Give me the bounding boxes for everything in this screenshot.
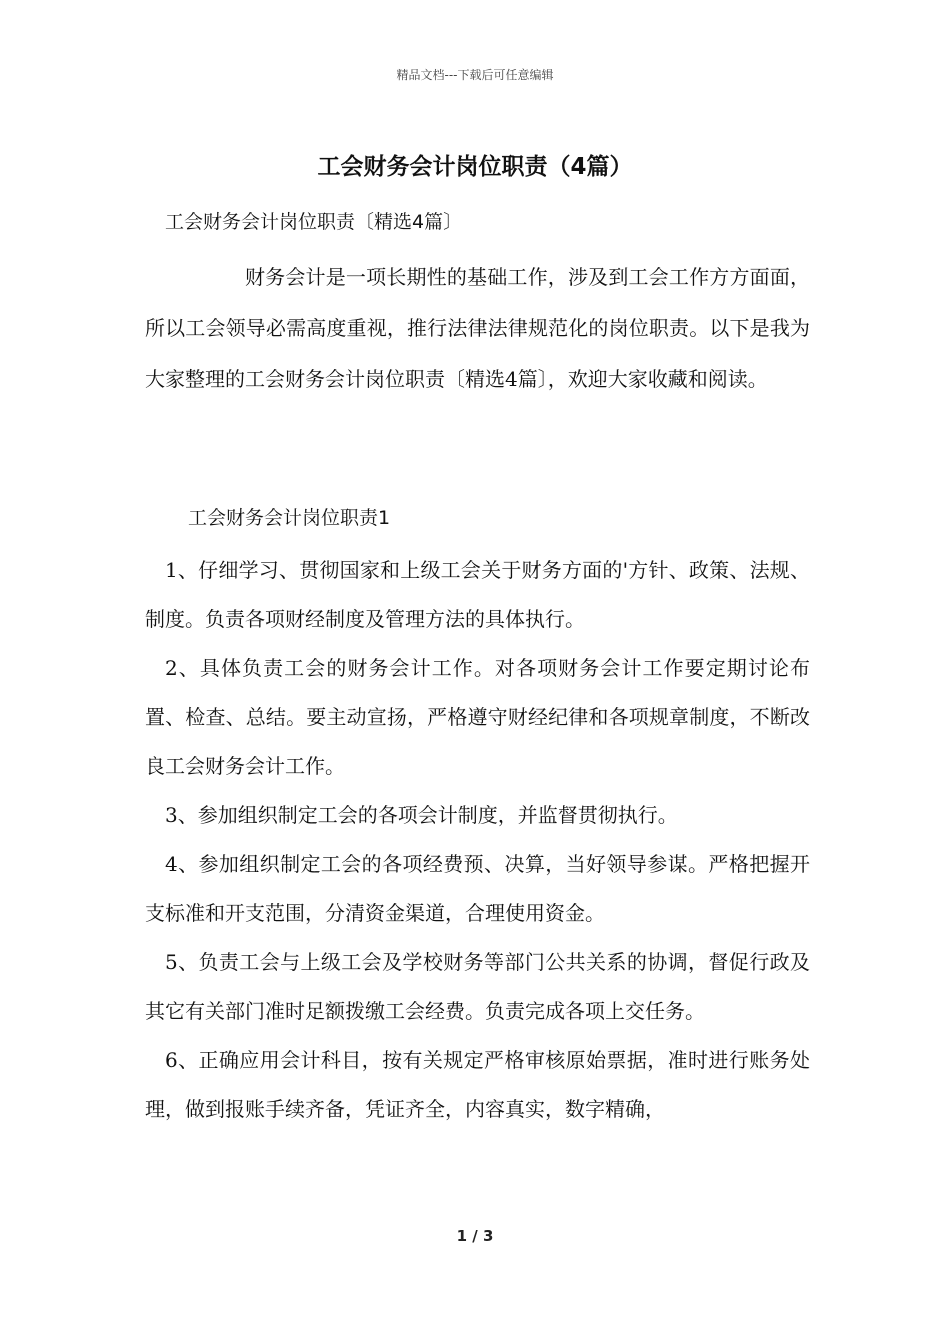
document-title: 工会财务会计岗位职责（4篇） (317, 154, 633, 180)
duty-item: 3、参加组织制定工会的各项会计制度，并监督贯彻执行。 (165, 803, 678, 827)
duty-item: 1、仔细学习、贯彻国家和上级工会关于财务方面的'方针、政策、法规、制度。负责各项财经制度及管理方法的具体执行。 (145, 558, 810, 631)
page-number: 1 / 3 (456, 1227, 494, 1245)
header-note: 精品文档---下载后可任意编辑 (396, 68, 554, 82)
duty-item: 6、正确应用会计科目，按有关规定严格审核原始票据，准时进行账务处理，做到报账手续齐备，凭证齐全，内容真实，数字精确， (145, 1048, 810, 1121)
duty-item: 5、负责工会与上级工会及学校财务等部门公共关系的协调，督促行政及其它有关部门准时足额拨缴工会经费。负责完成各项上交任务。 (145, 950, 810, 1023)
duty-list (145, 546, 810, 1134)
section-heading: 工会财务会计岗位职责1 (188, 507, 391, 529)
document-subtitle: 工会财务会计岗位职责〔精选4篇〕 (165, 211, 463, 233)
intro-paragraph: 财务会计是一项长期性的基础工作，涉及到工会工作方方面面，所以工会领导必需高度重视，推行法律法律规范化的岗位职责。以下是我为大家整理的工会财务会计岗位职责〔精选4篇〕，欢迎大家收藏和阅读。 (145, 265, 810, 391)
duty-item: 2、具体负责工会的财务会计工作。对各项财务会计工作要定期讨论布置、检查、总结。要主动宣扬，严格遵守财经纪律和各项规章制度，不断改良工会财务会计工作。 (145, 656, 810, 778)
duty-item: 4、参加组织制定工会的各项经费预、决算，当好领导参谋。严格把握开支标准和开支范围，分清资金渠道，合理使用资金。 (145, 852, 810, 925)
